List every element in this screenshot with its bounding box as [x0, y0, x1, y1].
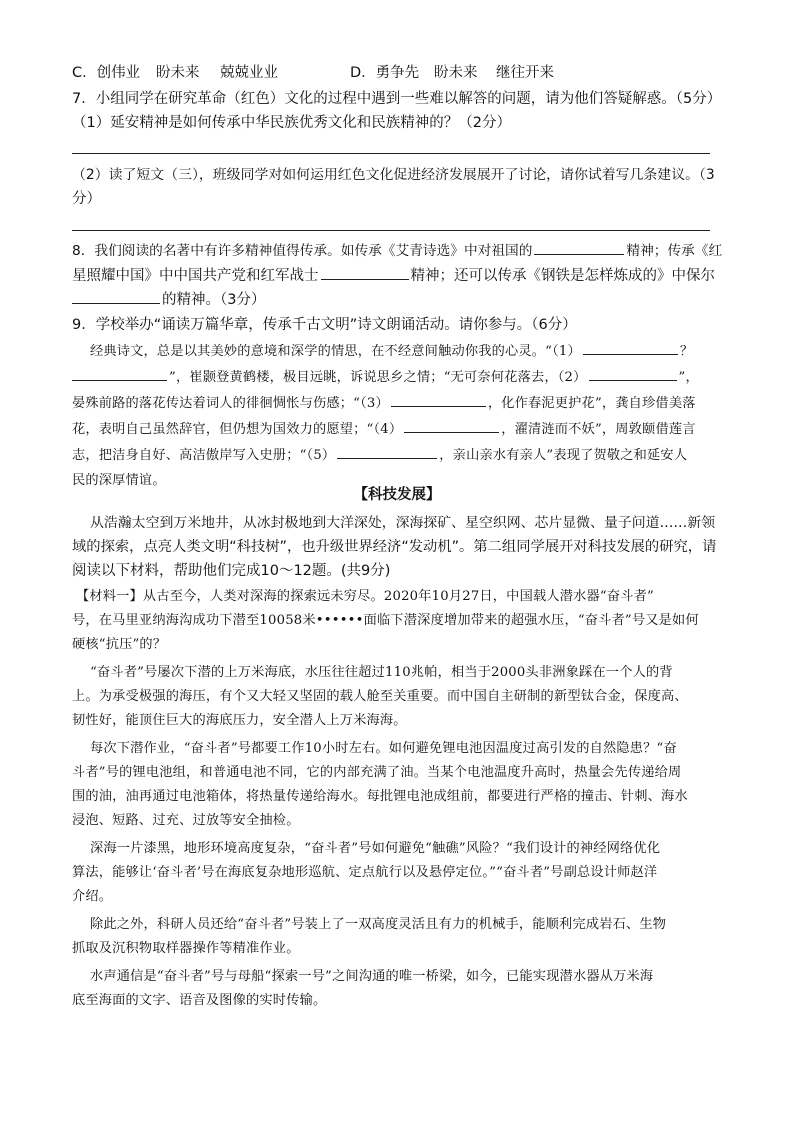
- fill-blank[interactable]: [321, 265, 409, 280]
- q9-para-line4: [72, 418, 696, 441]
- material-line: 除此之外，科研人员还给“奋斗者”号装上了一双高度灵活且有力的机械手，能顺利完成岩石、生物: [90, 917, 667, 932]
- q8-line2: [72, 265, 715, 287]
- q8-text-2a: 星照耀中国》中中国共产党和红军战士: [72, 268, 319, 284]
- q9-text: ，濯清涟而不妖”，周敦颐借莲言: [501, 422, 696, 437]
- q9-text: ，亲山亲水有亲人”表现了贺敬之和延安人: [439, 448, 688, 463]
- section-title: 【科技发展】: [353, 487, 441, 503]
- fill-blank[interactable]: [404, 418, 499, 433]
- option-d-word-3: 继往开来: [496, 65, 554, 81]
- q9-para-line5: [72, 444, 687, 467]
- q7-sub2-line2: 分）: [72, 191, 101, 207]
- option-c-word-2: 盼未来: [156, 65, 200, 81]
- option-c-word-3: 兢兢业业: [220, 65, 278, 81]
- q9-text: ”，崔颢登黄鹤楼，极目远眺，诉说思乡之情；“无可奈何花落去，（2）: [169, 370, 587, 385]
- material-line: 深海一片漆黑，地形环境高度复杂，“奋斗者”号如何避免“触礁”风险？“我们设计的神经网络优化: [90, 841, 661, 856]
- material-line: 算法，能够让‘奋斗者’号在海底复杂地形巡航、定点航行以及悬停定位。”“奋斗者”号副总设计师赵洋: [72, 865, 658, 880]
- material-line: 号，在马里亚纳海沟成功下潜至10058米••••••面临下潜深度增加带来的超强水压，“奋斗者”号又是如何: [72, 613, 699, 628]
- q8-line1: [72, 240, 722, 262]
- fill-blank[interactable]: [72, 366, 167, 381]
- material-line: 抓取及沉积物取样器操作等精准作业。: [72, 941, 300, 956]
- q8-text-1a: 8．我们阅读的名著中有许多精神值得传承。如传承《艾青诗选》中对祖国的: [72, 243, 533, 259]
- material-line: 水声通信是“奋斗者”号与母船“探索一号”之间沟通的唯一桥梁，如今，已能实现潜水器从万米海: [90, 969, 654, 984]
- option-d-word-2: 盼未来: [434, 65, 478, 81]
- q8-text-1b: 精神；传承《红: [626, 243, 723, 259]
- intro-line1: 从浩瀚太空到万米地井，从冰封极地到大洋深处，深海探矿、星空织网、芯片显微、量子问道……新领: [90, 515, 716, 531]
- q7-stem: 7．小组同学在研究革命（红色）文化的过程中遇到一些难以解答的问题，请为他们答疑解惑。（5分）: [72, 91, 722, 107]
- q9-text: 花，表明自己虽然辞官，但仍想为国效力的愿望；“（4）: [72, 422, 403, 437]
- q9-text: 经典诗文，总是以其美妙的意境和深学的情思，在不经意间触动你我的心灵。“（1）: [90, 344, 581, 359]
- q9-text: ”，: [678, 370, 699, 385]
- intro-line3: 阅读以下材料，帮助他们完成10～12题。(共9分): [72, 563, 391, 579]
- material-line: “奋斗者”号屡次下潜的上万米海底，水压往往超过110兆帕，相当于2000头非洲象踩在一个人的背: [90, 665, 673, 680]
- q9-text: 晏殊前路的落花传达着词人的徘徊惆怅与伤感；“（3）: [72, 396, 389, 411]
- fill-blank[interactable]: [589, 366, 677, 381]
- fill-blank[interactable]: [534, 240, 624, 255]
- material-line: 围的油，油再通过电池箱体，将热量传递给海水。每批锂电池成组前，都要进行严格的撞击、针刺、海水: [72, 789, 688, 804]
- q9-text: ，化作春泥更护花”，龚自珍借美落: [487, 396, 696, 411]
- answer-line[interactable]: [72, 153, 710, 154]
- material-line: 硬核“抗压”的？: [72, 637, 167, 652]
- q8-text-2b: 精神；还可以传承《钢铁是怎样炼成的》中保尔: [410, 268, 715, 284]
- q9-text: 志，把洁身自好、高洁傲岸写入史册；“（5）: [72, 448, 336, 463]
- q9-para-line3: [72, 392, 696, 415]
- q8-line3: [72, 289, 265, 311]
- material-line: 韧性好，能顶住巨大的海底压力，安全潜人上万米海海。: [72, 713, 407, 728]
- option-d-label: D．勇争先: [350, 65, 420, 81]
- fill-blank[interactable]: [72, 289, 160, 304]
- q7-sub1: （1）延安精神是如何传承中华民族优秀文化和民族精神的？（2分）: [72, 115, 511, 131]
- material-line: 介绍。: [72, 889, 113, 904]
- q9-stem: 9．学校举办“诵读万篇华章，传承千古文明”诗文朗诵活动。请你参与。（6分）: [72, 317, 577, 333]
- intro-line2: 域的探索，点亮人类文明“科技树”，也升级世界经济“发动机”。第二组同学展开对科技发展的研究，请: [72, 539, 717, 555]
- fill-blank[interactable]: [391, 392, 486, 407]
- q9-para-line1: [90, 340, 693, 363]
- q8-text-3b: 的精神。（3分）: [162, 292, 266, 308]
- fill-blank[interactable]: [583, 340, 678, 355]
- fill-blank[interactable]: [337, 444, 437, 459]
- q9-para-line2: [72, 366, 699, 389]
- material-line: 【材料一】从古至今，人类对深海的探索远未穷尽。2020年10月27日，中国载人潜水器“奋斗者”: [76, 589, 654, 604]
- material-line: 斗者”号的锂电池组，和普通电池不同，它的内部充满了油。当某个电池温度升高时，热量会先传递给周: [72, 765, 682, 780]
- material-line: 上。为承受极强的海压，有个又大轻又坚固的载人舱至关重要。而中国自主研制的新型钛合金，保度高、: [72, 689, 688, 704]
- material-line: 每次下潜作业，“奋斗者”号都要工作10小时左右。如何避免锂电池因温度过高引发的自然隐患？“奋: [90, 741, 677, 756]
- q9-text: ？: [679, 344, 694, 359]
- material-line: 浸泡、短路、过充、过放等安全抽检。: [72, 813, 300, 828]
- q9-para-line6: 民的深厚情谊。: [72, 473, 166, 488]
- option-c-label: C．创伟业: [72, 65, 141, 81]
- answer-line[interactable]: [72, 230, 710, 231]
- material-line: 底至海面的文字、语音及图像的实时传输。: [72, 993, 327, 1008]
- q7-sub2-line1: （2）读了短文（三），班级同学对如何运用红色文化促进经济发展展开了讨论，请你试着写几条建议。（3: [72, 167, 715, 183]
- q6-options-row: [72, 62, 554, 84]
